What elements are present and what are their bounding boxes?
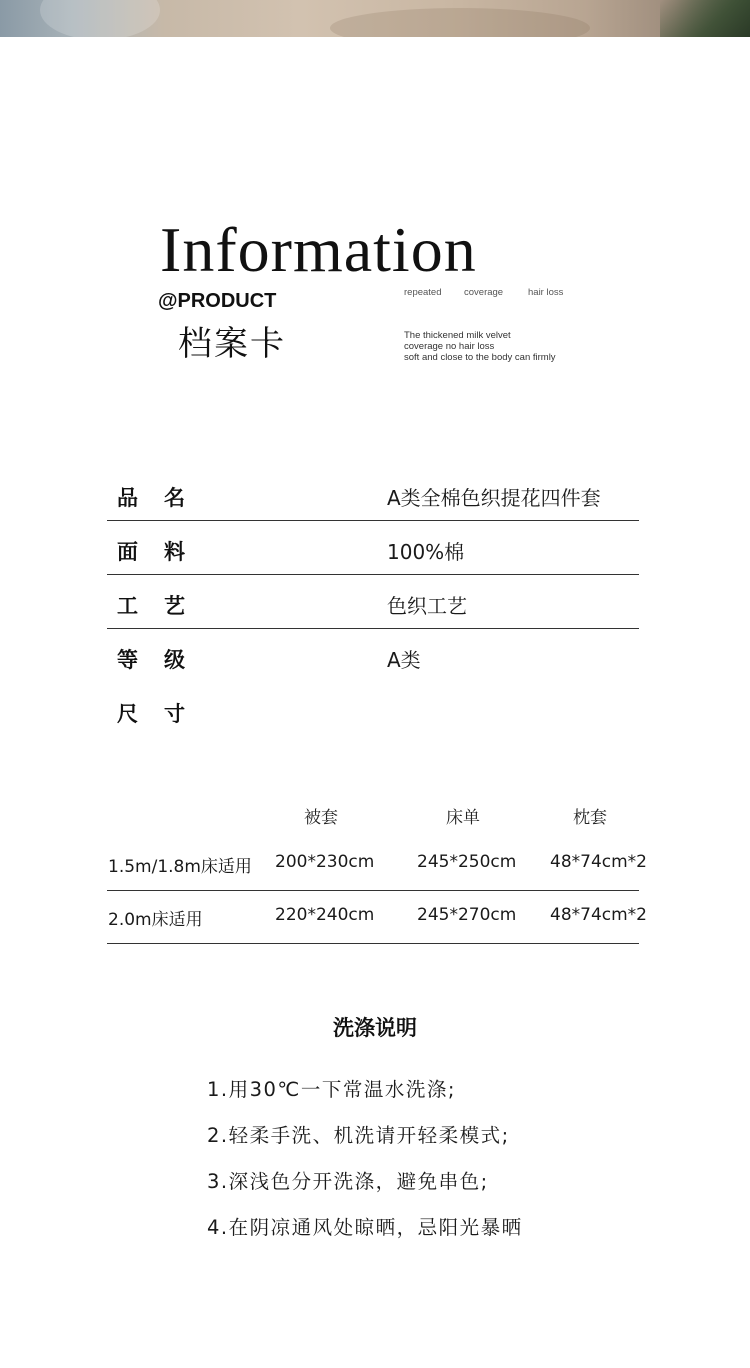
size-duvet: 200*230cm <box>275 852 375 872</box>
size-sheet: 245*270cm <box>417 905 517 925</box>
feature-tag: hair loss <box>528 287 564 298</box>
spec-label: 品名 <box>117 486 211 510</box>
size-duvet: 220*240cm <box>275 905 375 925</box>
spec-value: 100%棉 <box>387 540 465 564</box>
feature-description <box>404 330 556 363</box>
wash-item: 4.在阴凉通风处晾晒，忌阳光暴晒 <box>207 1216 523 1239</box>
fabric-fold <box>40 0 160 37</box>
page-title-cn: 档案卡 <box>178 324 286 364</box>
wash-item: 3.深浅色分开洗涤，避免串色; <box>207 1170 489 1193</box>
wash-instructions <box>207 1074 523 1258</box>
spec-value: A类 <box>387 648 421 672</box>
size-table-row <box>107 838 647 891</box>
spec-value: 色织工艺 <box>387 594 467 618</box>
wash-item: 1.用30℃一下常温水洗涤; <box>207 1078 456 1101</box>
size-bed: 2.0m床适用 <box>108 910 203 930</box>
plant-leaf <box>660 0 750 37</box>
spec-row-craft <box>107 576 639 629</box>
spec-row-fabric <box>107 522 639 575</box>
wash-title: 洗涤说明 <box>333 1016 417 1040</box>
spec-label: 等级 <box>117 648 211 672</box>
size-table-row <box>107 891 647 944</box>
spec-label: 工艺 <box>117 594 211 618</box>
wash-item: 2.轻柔手洗、机洗请开轻柔模式; <box>207 1124 510 1147</box>
description-line: The thickened milk velvet <box>404 330 511 341</box>
size-pillow: 48*74cm*2 <box>550 852 647 872</box>
description-line: soft and close to the body can firmly <box>404 352 556 363</box>
product-tag: @PRODUCT <box>158 290 277 312</box>
spec-value: A类全棉色织提花四件套 <box>387 486 601 510</box>
size-bed: 1.5m/1.8m床适用 <box>108 857 252 877</box>
size-header-sheet: 床单 <box>446 808 480 828</box>
spec-row-size <box>107 684 639 736</box>
spec-label: 面料 <box>117 540 211 564</box>
size-header-duvet: 被套 <box>304 808 338 828</box>
page-title: Information <box>160 214 477 285</box>
product-photo-strip <box>0 0 750 37</box>
description-line: coverage no hair loss <box>404 341 495 352</box>
spec-label: 尺寸 <box>117 702 211 726</box>
feature-tag: coverage <box>464 287 504 298</box>
feature-tag: repeated <box>404 287 442 298</box>
size-header-pillow: 枕套 <box>573 808 607 828</box>
spec-row-name <box>107 468 639 521</box>
size-pillow: 48*74cm*2 <box>550 905 647 925</box>
fabric-fold <box>330 8 590 37</box>
size-sheet: 245*250cm <box>417 852 517 872</box>
spec-row-grade <box>107 630 639 682</box>
